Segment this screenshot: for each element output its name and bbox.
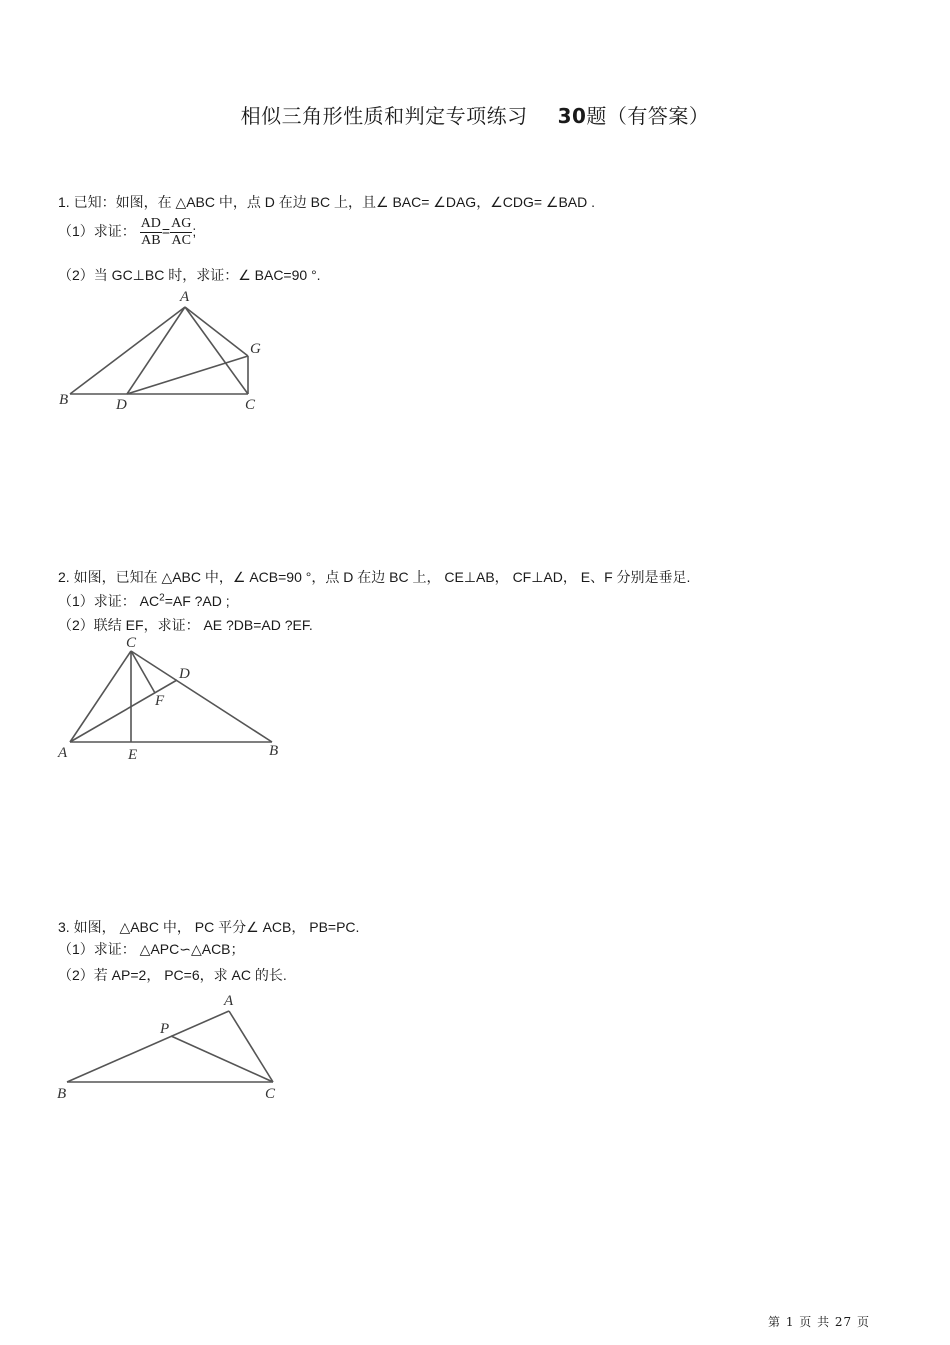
q1-segment-ac xyxy=(185,307,248,394)
q2-label-e: E xyxy=(128,747,138,763)
q2-segment-cb xyxy=(131,651,272,742)
q2-part1 xyxy=(58,591,230,611)
q1-label-d: D xyxy=(116,397,127,413)
page-title xyxy=(0,100,950,129)
page-footer: 第 1 页 共 27 页 xyxy=(768,1315,870,1329)
q3-label-c: C xyxy=(265,1086,276,1102)
q1-part1-prefix: （1）求证： xyxy=(58,223,136,240)
q1-frac1-denominator: AB xyxy=(141,233,161,248)
q2-stem: 2. 如图，已知在 △ABC 中，∠ ACB=90 °，点 D 在边 BC 上， CE⊥AB， CF⊥AD， E、F 分别是垂足. xyxy=(58,569,691,585)
q1-label-b: B xyxy=(59,392,69,408)
q1-frac2-numerator: AG xyxy=(171,216,192,231)
q3-segment-ba xyxy=(67,1011,229,1082)
q1-stem: 1. 已知：如图，在 △ABC 中，点 D 在边 BC 上，且∠ BAC= ∠DAG，∠CDG= ∠BAD . xyxy=(58,194,596,210)
q1-frac2-denominator: AC xyxy=(171,233,191,248)
q1-label-g: G xyxy=(250,341,261,357)
q3-figure xyxy=(50,985,290,1110)
q2-label-d: D xyxy=(179,666,190,682)
q1-part1 xyxy=(58,216,196,249)
q2-segment-ad xyxy=(70,680,177,742)
q2-segment-cf xyxy=(131,651,155,693)
q1-fraction-ad-ab xyxy=(140,216,162,249)
q1-figure xyxy=(50,285,280,415)
q3-label-b: B xyxy=(57,1086,67,1102)
q2-label-a: A xyxy=(58,745,68,761)
q2-part2: （2）联结 EF，求证： AE ?DB=AD ?EF. xyxy=(58,617,313,633)
q2-segment-ac xyxy=(70,651,131,742)
q3-part2: （2）若 AP=2， PC=6，求 AC 的长. xyxy=(58,967,287,983)
title-suffix: 题（有答案） xyxy=(586,104,710,128)
q1-segment-ad xyxy=(127,307,185,394)
q3-label-a: A xyxy=(224,993,234,1009)
q1-segment-ag xyxy=(185,307,248,356)
q2-label-c: C xyxy=(126,635,137,651)
q2-part1-suffix: =AF ?AD ; xyxy=(164,593,230,609)
title-number: 30 xyxy=(557,104,587,128)
q2-part1-prefix: （1）求证： AC xyxy=(58,593,160,609)
q3-part1: （1）求证： △APC∽△ACB； xyxy=(58,941,245,957)
q1-label-a: A xyxy=(180,289,190,305)
q2-figure xyxy=(50,635,290,765)
q1-fraction-ag-ac xyxy=(170,216,192,249)
q3-label-p: P xyxy=(160,1021,170,1037)
q2-part1-superscript: 2 xyxy=(159,592,165,604)
q2-label-b: B xyxy=(269,743,279,759)
q2-label-f: F xyxy=(155,693,165,709)
q3-segment-pc xyxy=(171,1036,273,1082)
q1-equals: = xyxy=(161,223,171,240)
q1-part1-suffix: ; xyxy=(192,223,197,240)
q1-segment-dg xyxy=(127,356,248,394)
q1-frac1-numerator: AD xyxy=(140,216,161,231)
title-main: 相似三角形性质和判定专项练习 xyxy=(240,104,528,128)
q3-stem: 3. 如图， △ABC 中， PC 平分∠ ACB， PB=PC. xyxy=(58,919,360,935)
q1-label-c: C xyxy=(245,397,256,413)
q1-part2: （2）当 GC⊥BC 时，求证：∠ BAC=90 °. xyxy=(58,267,321,283)
